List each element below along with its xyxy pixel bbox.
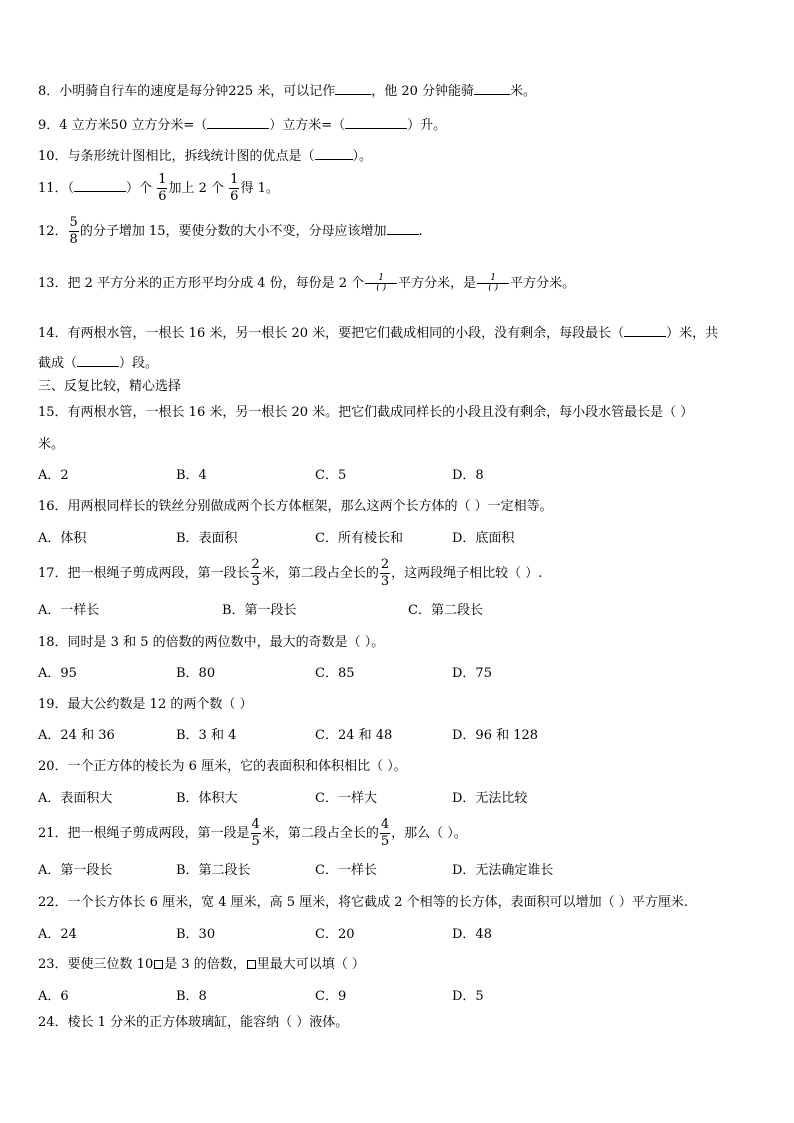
option-d[interactable]: D．75 <box>452 666 492 681</box>
option-c[interactable]: C．5 <box>315 468 347 483</box>
question-15-cont: 米。 <box>38 437 65 452</box>
fraction: $\frac{1}{( )}$ <box>365 274 397 293</box>
option-c[interactable]: C．24 和 48 <box>315 728 393 743</box>
option-c[interactable]: C．一样长 <box>315 863 377 878</box>
option-b[interactable]: B．第二段长 <box>176 863 251 878</box>
option-d[interactable]: D．底面积 <box>452 531 515 546</box>
answer-blank[interactable] <box>207 116 269 129</box>
option-a[interactable]: A．一样长 <box>38 603 100 618</box>
option-d[interactable]: D．96 和 128 <box>452 728 539 743</box>
answer-blank[interactable] <box>335 82 371 95</box>
option-b[interactable]: B．4 <box>176 468 207 483</box>
option-d[interactable]: D．5 <box>452 989 484 1004</box>
answer-blank[interactable] <box>77 354 119 367</box>
question-18: 18．同时是 3 和 5 的倍数的两位数中，最大的奇数是（ ）。 <box>38 635 385 650</box>
option-c[interactable]: C．85 <box>315 666 355 681</box>
fraction: $\frac{1}{( )}$ <box>477 274 509 293</box>
question-14-cont: 截成（ ）段。 <box>38 356 159 371</box>
answer-blank[interactable] <box>474 82 510 95</box>
answer-blank[interactable] <box>74 179 126 192</box>
question-16: 16．用两根同样长的铁丝分别做成两个长方体框架，那么这两个长方体的（ ）一定相等。 <box>38 499 553 514</box>
option-b[interactable]: B．30 <box>176 927 216 942</box>
question-21: 21．把一根绳子剪成两段，第一段是 $\frac{4}{5}$ 米，第二段占全长的 $\frac{4}{5}$ ，那么（ ）。 <box>38 817 467 849</box>
option-d[interactable]: D．48 <box>452 927 492 942</box>
question-17: 17．把一根绳子剪成两段，第一段长 $\frac{2}{3}$ 米，第二段占全长的 $\frac{2}{3}$ ，这两段绳子相比较（ ）. <box>38 557 543 589</box>
fraction: $\frac{1}{6}$ <box>158 172 167 204</box>
fraction: $\frac{5}{8}$ <box>69 215 78 247</box>
question-8: 8．小明骑自行车的速度是每分钟225 米，可以记作 ，他 20 分钟能骑 米。 <box>38 84 537 99</box>
fraction: $\frac{4}{5}$ <box>380 817 390 849</box>
option-a[interactable]: A．24 和 36 <box>38 728 115 743</box>
question-23: 23．要使三位数 10 是 3 的倍数， 里最大可以填（ ） <box>38 957 365 972</box>
option-d[interactable]: D．无法确定谁长 <box>452 863 554 878</box>
option-c[interactable]: C．9 <box>315 989 347 1004</box>
option-a[interactable]: A．24 <box>38 927 77 942</box>
option-b[interactable]: B．第一段长 <box>222 603 297 618</box>
answer-blank[interactable] <box>345 116 407 129</box>
box-placeholder-icon <box>154 960 163 969</box>
question-14: 14．有两根水管，一根长 16 米，另一根长 20 米，要把它们截成相同的小段，没有剩余，每段最长（ ）米，共 <box>38 326 719 341</box>
fraction: $\frac{4}{5}$ <box>251 817 260 849</box>
option-d[interactable]: D．8 <box>452 468 484 483</box>
answer-blank[interactable] <box>624 324 666 337</box>
fraction: $\frac{2}{3}$ <box>251 557 260 589</box>
question-13: 13．把 2 平方分米的正方形平均分成 4 份，每份是 2 个 $\frac{1}{( )}$ 平方分米，是 $\frac{1}{( )}$ 平方分米。 <box>38 273 576 293</box>
option-b[interactable]: B．80 <box>176 666 216 681</box>
question-9: 9．4 立方米50 立方分米=（ ）立方米=（ ）升。 <box>38 118 447 133</box>
question-15: 15．有两根水管，一根长 16 米，另一根长 20 米。把它们截成同样长的小段且没有剩余，每小段水管最长是（ ） <box>38 405 694 420</box>
option-a[interactable]: A．表面积大 <box>38 791 113 806</box>
option-b[interactable]: B．体积大 <box>176 791 238 806</box>
question-11: 11．（ ）个 $\frac{1}{6}$ 加上 2 个 $\frac{1}{6}$ 得 1。 <box>38 172 279 204</box>
option-b[interactable]: B．8 <box>176 989 207 1004</box>
option-a[interactable]: A．第一段长 <box>38 863 113 878</box>
option-c[interactable]: C．第二段长 <box>408 603 483 618</box>
question-22: 22．一个长方体长 6 厘米，宽 4 厘米，高 5 厘米，将它截成 2 个相等的长方体，表面积可以增加（ ）平方厘米. <box>38 895 688 910</box>
option-c[interactable]: C．一样大 <box>315 791 377 806</box>
answer-blank[interactable] <box>387 222 419 235</box>
section-heading: 三、反复比较，精心选择 <box>38 379 182 394</box>
answer-blank[interactable] <box>315 147 353 160</box>
option-a[interactable]: A．2 <box>38 468 69 483</box>
option-a[interactable]: A．6 <box>38 989 69 1004</box>
box-placeholder-icon <box>247 960 256 969</box>
option-c[interactable]: C．所有棱长和 <box>315 531 403 546</box>
question-10: 10．与条形统计图相比，拆线统计图的优点是（ ）。 <box>38 149 373 164</box>
option-a[interactable]: A．体积 <box>38 531 87 546</box>
option-d[interactable]: D．无法比较 <box>452 791 528 806</box>
option-b[interactable]: B．3 和 4 <box>176 728 237 743</box>
option-c[interactable]: C．20 <box>315 927 355 942</box>
question-24: 24．棱长 1 分米的正方体玻璃缸，能容纳（ ）液体。 <box>38 1015 349 1030</box>
fraction: $\frac{2}{3}$ <box>380 557 390 589</box>
option-b[interactable]: B．表面积 <box>176 531 238 546</box>
question-19: 19．最大公约数是 12 的两个数（ ） <box>38 697 253 712</box>
option-a[interactable]: A．95 <box>38 666 77 681</box>
question-20: 20．一个正方体的棱长为 6 厘米，它的表面积和体积相比（ ）。 <box>38 759 407 774</box>
fraction: $\frac{1}{6}$ <box>230 172 239 204</box>
question-12: 12． $\frac{5}{8}$ 的分子增加 15，要使分数的大小不变，分母应该增加 . <box>38 215 423 247</box>
